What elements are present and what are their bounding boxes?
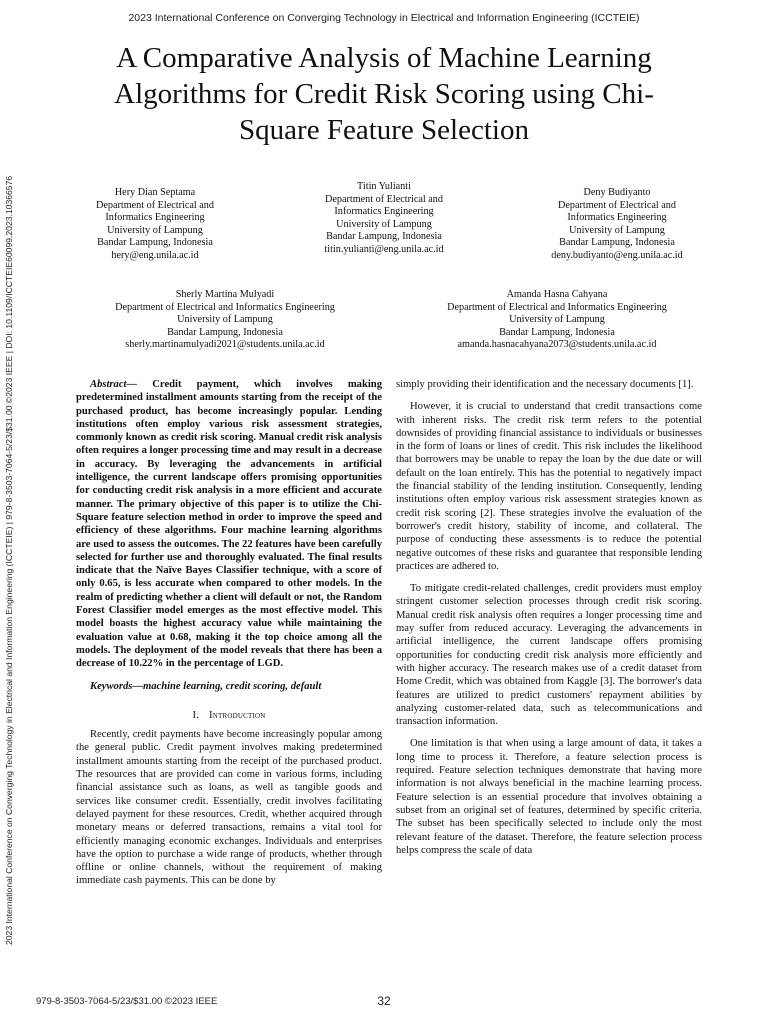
title-line: A Comparative Analysis of Machine Learning	[116, 42, 652, 74]
author-email: deny.budiyanto@eng.unila.ac.id	[551, 249, 683, 261]
author-affiliation-line: Department of Electrical and	[558, 199, 676, 211]
author-affiliation-line: Bandar Lampung, Indonesia	[499, 326, 615, 338]
section-heading	[76, 709, 382, 722]
author-affiliation-line: University of Lampung	[336, 218, 432, 230]
title-line: Algorithms for Credit Risk Scoring using Chi-	[114, 78, 654, 110]
author-name: Titin Yulianti	[357, 181, 411, 192]
author-affiliation-line: Bandar Lampung, Indonesia	[97, 237, 213, 249]
author-email: sherly.martinamulyadi2021@students.unila.ac.id	[125, 339, 325, 351]
section-number: I.	[192, 709, 200, 721]
author-name: Amanda Hasna Cahyana	[506, 289, 608, 300]
author-affiliation-line: University of Lampung	[107, 224, 203, 236]
author-card	[80, 289, 370, 352]
author-email: titin.yulianti@eng.unila.ac.id	[324, 243, 444, 255]
author-affiliation-line: Bandar Lampung, Indonesia	[167, 326, 283, 338]
title-line: Square Feature Selection	[239, 114, 529, 146]
abstract	[76, 378, 382, 671]
abstract-label: Abstract—	[90, 379, 138, 390]
abstract-text: Credit payment, which involves making predetermined installment amounts starting from the receipt of the purchased product, has become increasingly popular. Lending institutions often employ various risk assessment strategies, commonly known as credit risk scoring. Manual credit risk analysis often requires a longer processing time and may result in a decrease in accuracy. By leveraging the advancements in artificial intelligence, the current landscape offers promising opportunities for conducting credit risk analysis in a more efficient and accurate manner. The primary objective of this paper is to utilize the Chi-Square feature selection method in order to improve the speed and efficiency of these algorithms. Four machine learning algorithms are used to assess the outcomes. The 22 features have been carefully selected for further use and thoroughly evaluated. The final results indicate that the Naïve Bayes Classifier technique, with a score of only 0.65, is less accurate when compared to other models. In the realm of predicting whether a client will default or not, the Random Forest Classifier model emerges as the most effective model. This model boasts the highest accuracy value while maintaining the evaluation value at 0.68, making it the top choice among all the models. The deployment of the model reveals that there has been a decrease of 10.22% in the percentage of LGD.	[76, 379, 382, 670]
author-affiliation-line: Informatics Engineering	[567, 212, 667, 224]
side-citation-text: 2023 International Conference on Converging Technology in Electrical and Information Engineering (ICCTEIE) | 979-8-3503-7064-5/23/$31.00 ©2023 IEEE | DOI: 10.1109/ICCTEIE60099.2023.10366576	[4, 175, 14, 945]
author-affiliation-line: University of Lampung	[509, 314, 605, 326]
author-card	[294, 181, 474, 257]
author-card	[527, 187, 707, 263]
author-name: Sherly Martina Mulyadi	[175, 289, 275, 300]
author-affiliation-line: Department of Electrical and	[325, 193, 443, 205]
author-affiliation-line: University of Lampung	[569, 224, 665, 236]
right-column	[396, 378, 702, 866]
body-paragraph: However, it is crucial to understand that credit transactions come with inherent risks. The credit risk term refers to the potential downsides of providing financial assistance to individuals or businesses in the form of loans or lines of credit. This risk includes the likelihood that borrowers may be unable to repay the loan by the due date or will default on the loan entirely. This has the potential to negatively impact the financial stability of the lending institution. Consequently, lending institutions often employ various risk assessment strategies known as credit risk scoring [2]. These strategies involve the evaluation of the borrower's credit history, stability of income, and collateral. The purpose of conducting these assessments is to reduce the potential negative outcomes of these risks and guarantee that responsible lending practices are adhered to.	[396, 401, 702, 572]
author-affiliation-line: Department of Electrical and Informatics Engineering	[447, 301, 667, 313]
author-affiliation-line: Informatics Engineering	[105, 212, 205, 224]
conference-header: 2023 International Conference on Converging Technology in Electrical and Information Engineering (ICCTEIE)	[128, 12, 640, 24]
author-affiliation-line: University of Lampung	[177, 314, 273, 326]
author-card	[412, 289, 702, 352]
page-number: 32	[377, 994, 391, 1008]
author-affiliation-line: Bandar Lampung, Indonesia	[559, 237, 675, 249]
body-paragraph: One limitation is that when using a large amount of data, it takes a long time to process it. Therefore, a feature selection process is required. Feature selection techniques demonstrate that having more information is not always beneficial in the machine learning process. Feature selection is an essential procedure that involves obtaining a subset from an original set of features, determined by specific criteria. The subset has been specifically selected to include only the most relevant feature of the dataset. Therefore, the feature selection process helps compress the scale of data	[396, 738, 702, 856]
author-affiliation-line: Department of Electrical and	[96, 199, 214, 211]
section-name: Introduction	[209, 709, 266, 721]
author-affiliation-line: Department of Electrical and Informatics Engineering	[115, 301, 335, 313]
author-email: hery@eng.unila.ac.id	[111, 249, 199, 261]
paper-title	[60, 40, 708, 148]
author-name: Hery Dian Septama	[114, 187, 196, 198]
body-paragraph: simply providing their identification and the necessary documents [1].	[396, 379, 694, 390]
author-email: amanda.hasnacahyana2073@students.unila.ac.id	[457, 339, 657, 351]
author-affiliation-line: Bandar Lampung, Indonesia	[326, 231, 442, 243]
body-paragraph: Recently, credit payments have become increasingly popular among the general public. Credit payment involves making predetermined installment amounts starting from the receipt of the purchased product. The resources that are provided can come in various forms, including financial assistance such as loans, as well as tangible goods and services like consumer credit. Essentially, credit involves facilitating delayed payment for these resources. Credit, whether acquired through monetary means or deferred transactions, remains a vital tool for efficiently managing economic exchanges. Individuals and enterprises have the option to purchase a wide range of products, whether through offline or online channels, without the requirement of making immediate cash payments. This can be done by	[76, 729, 382, 887]
left-column	[76, 378, 382, 897]
author-name: Deny Budiyanto	[583, 187, 651, 198]
author-affiliation-line: Informatics Engineering	[334, 206, 434, 218]
footer-copyright: 979-8-3503-7064-5/23/$31.00 ©2023 IEEE	[36, 996, 218, 1007]
author-card	[65, 187, 245, 263]
body-paragraph: To mitigate credit-related challenges, credit providers must employ stringent customer selection processes through credit risk scoring. Manual credit risk analysis often requires a longer processing time and may suffer from reduced accuracy. Leveraging the advancements in artificial intelligence, the current landscape offers promising opportunities for conducting credit risk analysis more efficiently and with higher accuracy. The research makes use of a credit dataset from Home Credit, which was obtained from Kaggle [3]. The borrower's data features are utilized to predict customers' repayment abilities by analyzing customer-related data, such as telecommunications and transaction information.	[396, 583, 702, 728]
keywords: Keywords—machine learning, credit scoring, default	[90, 680, 322, 692]
